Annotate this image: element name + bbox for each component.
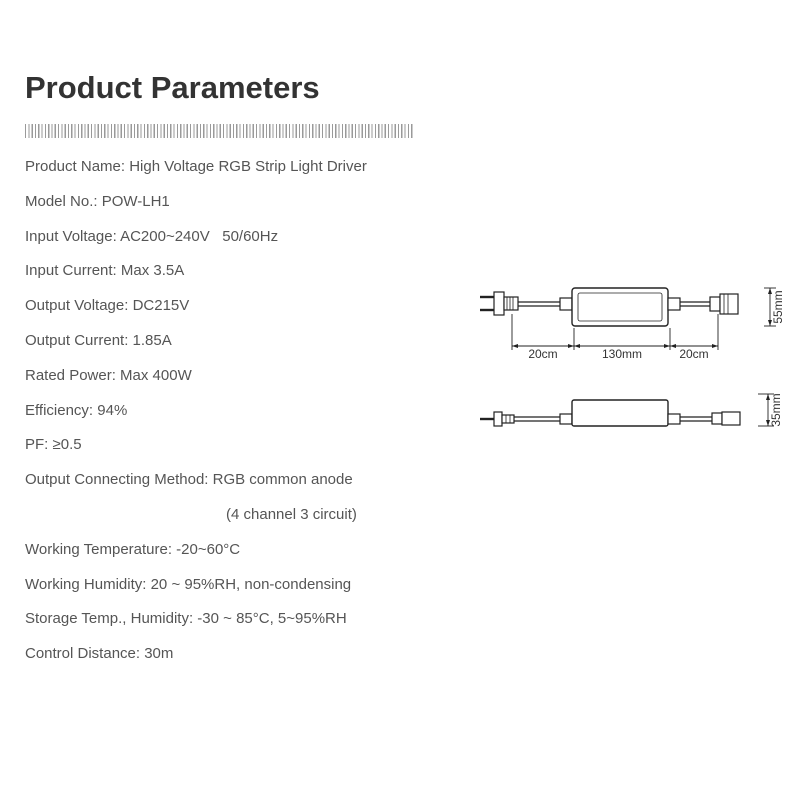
- param-pf: PF: ≥0.5: [25, 436, 82, 454]
- decorative-divider: [25, 124, 413, 138]
- param-product-name: Product Name: High Voltage RGB Strip Light Driver: [25, 158, 367, 175]
- dim-cable-right: 20cm: [679, 347, 709, 361]
- param-working-temperature: Working Temperature: -20~60°C: [25, 540, 241, 558]
- side-view-drawing: [480, 400, 740, 426]
- dim-height: 35mm: [769, 393, 783, 427]
- dim-body-length: 130mm: [601, 347, 643, 361]
- param-input-voltage: Input Voltage: AC200~240V 50/60Hz: [25, 227, 279, 245]
- param-control-distance: Control Distance: 30m: [25, 645, 174, 663]
- param-output-voltage: Output Voltage: DC215V: [25, 297, 190, 315]
- param-output-current: Output Current: 1.85A: [25, 331, 172, 349]
- parameter-list: [25, 153, 367, 675]
- product-dimension-diagram: [476, 278, 786, 438]
- dim-width: 55mm: [771, 290, 785, 324]
- dim-cable-left: 20cm: [528, 347, 558, 361]
- param-rated-power: Rated Power: Max 400W: [25, 366, 192, 384]
- param-efficiency: Efficiency: 94%: [25, 401, 128, 419]
- param-model-no: Model No.: POW-LH1: [25, 192, 170, 210]
- param-output-connecting-method-cont: (4 channel 3 circuit): [226, 505, 357, 523]
- top-view-drawing: [480, 288, 738, 326]
- param-input-current: Input Current: Max 3.5A: [25, 262, 185, 280]
- page-title: Product Parameters: [25, 70, 320, 105]
- param-working-humidity: Working Humidity: 20 ~ 95%RH, non-condensing: [25, 575, 352, 593]
- param-storage-temp-humidity: Storage Temp., Humidity: -30 ~ 85°C, 5~95%RH: [25, 610, 347, 628]
- param-output-connecting-method: Output Connecting Method: RGB common anode: [25, 471, 353, 489]
